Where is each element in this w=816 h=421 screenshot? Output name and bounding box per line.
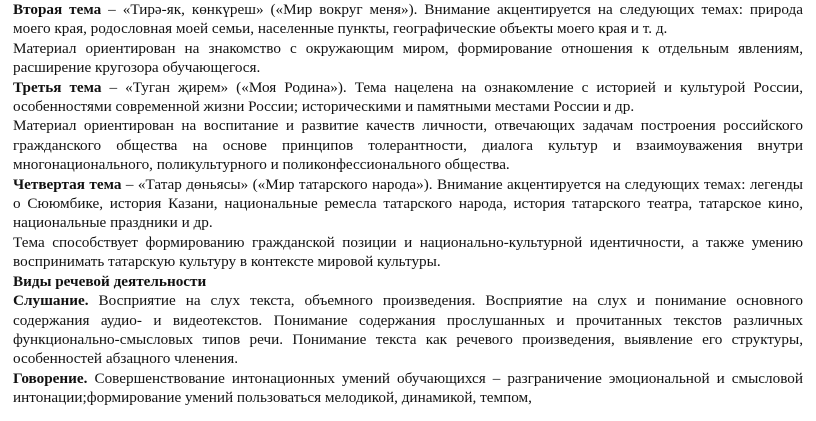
third-topic-material-text: Материал ориентирован на воспитание и развитие качеств личности, отвечающих задачам построения российского гражданского общества на основе принципов толерантности, диалога культур и взаимоуважения внутри многонационального, поликультурного и поликонфессионального общества. (13, 117, 803, 174)
listening-title: Слушание. (13, 292, 89, 310)
document-page (13, 0, 803, 408)
paragraph-listening (13, 291, 803, 369)
speaking-text: Совершенствование интонационных умений обучающихся – разграничение эмоциональной и смысловой интонации;формирование умений пользоваться мелодикой, динамикой, темпом, (13, 369, 803, 407)
paragraph-second-topic (13, 0, 803, 39)
second-topic-title: Вторая тема (13, 1, 102, 18)
paragraph-fourth-topic-material (13, 233, 803, 272)
paragraph-speaking (13, 369, 803, 408)
second-topic-material-text: Материал ориентирован на знакомство с окружающим миром, формирование отношения к отдельным явлениям, расширение кругозора обучающегося. (13, 39, 803, 77)
paragraph-third-topic-material (13, 116, 803, 174)
fourth-topic-material-text: Тема способствует формированию гражданской позиции и национально-культурной идентичности, а также умению воспринимать татарскую культуру в контексте мировой культуры. (13, 233, 803, 271)
third-topic-text: – «Туган җирем» («Моя Родина»). Тема нацелена на ознакомление с историей и культурой России, особенностями современной жизни России; историческими и памятными местами России и др. (13, 78, 803, 116)
second-topic-text: – «Тирә-як, көнкүреш» («Мир вокруг меня»). Внимание акцентируется на следующих темах: природа моего края, родословная моей семьи, населенные пункты, географические объекты моего края и т. д. (13, 1, 803, 38)
paragraph-fourth-topic (13, 175, 803, 233)
fourth-topic-title: Четвертая тема (13, 175, 122, 193)
third-topic-title: Третья тема (13, 78, 102, 96)
listening-text: Восприятие на слух текста, объемного произведения. Восприятие на слух и понимание основного содержания аудио- и видеотекстов. Понимание содержания прослушанных и прочитанных текстов различных функционально-смысловых типов речи. Понимание текста как речевого произведения, выявление его структуры, особенностей абзацного членения. (13, 292, 803, 368)
speaking-title: Говорение. (13, 369, 88, 387)
section-heading-speech-activities: Виды речевой деятельности (13, 272, 207, 290)
paragraph-third-topic (13, 78, 803, 117)
paragraph-second-topic-material (13, 39, 803, 78)
fourth-topic-text: – «Татар дөньясы» («Мир татарского народа»). Внимание акцентируется на следующих темах: легенды о Сююмбике, история Казани, национальные ремесла татарского народа, история татарского театра, татарское кино, национальные праздники и др. (13, 175, 804, 232)
